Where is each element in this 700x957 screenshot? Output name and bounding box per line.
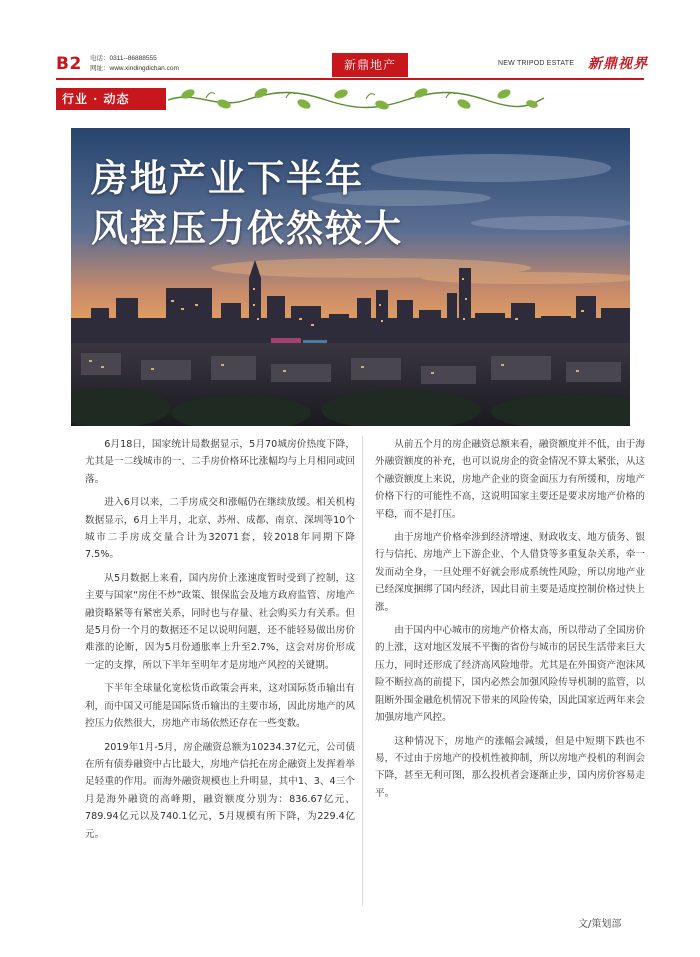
article-headline-line-1: 房地产业下半年 — [91, 157, 364, 200]
publication-logo-text: 新鼎视界 — [588, 56, 648, 72]
paragraph: 这种情况下，房地产的涨幅会减缓，但是中短期下跌也不易，不过由于房地产的投机性被抑制，所以房地产投机的利润会下降，甚至无利可图，那么投机者会逐渐止步，国内房价容易走平。 — [375, 735, 645, 799]
website-line: 网址：www.xindingdichan.com — [90, 65, 179, 72]
article-column-left — [85, 436, 355, 849]
paragraph: 进入6月以来，二手房成交和涨幅仍在继续放缓。相关机构数据显示，6月上半月，北京、苏州、成都、南京、深圳等10个城市二手房成交量合计为32071套，较2018年同期下降7.5%。 — [85, 497, 355, 561]
paragraph: 2019年1月-5月，房企融资总额为10234.37亿元，公司债在所有债券融资中占比最大，房地产信托在房企融资上发挥着举足轻重的作用。而海外融资规模也上升明显，其中1、3、4三个月是海外融资的高峰期，融资额度分别为：836.67亿元、789.94亿元以及740.1亿元，5月规模有所下降，为229.4亿元。 — [85, 741, 355, 840]
paragraph: 从5月数据上来看，国内房价上涨速度暂时受到了控制，这主要与国家“房住不炒”政策、银保监会及地方政府监管、房地产融资略紧等有紧密关系，同时也与存量、社会购买力有关系。但是5月份一个月的数据还不足以说明问题，还不能轻易做出房价难涨的论断，因为5月份通胀率上升至2.7%，这会对房价形成一定的支撑，所以下半年至明年才是房地产风控的关键期。 — [85, 572, 355, 671]
paragraph: 由于国内中心城市的房地产价格太高，所以带动了全国房价的上涨，这对地区发展不平衡的省份与城市的居民生活带来巨大压力，同时还形成了经济高风险地带。尤其是在外围资产泡沫风险不断拉高的前提下，国内必然会加强风险传导机制的监管，以阻断外围金融危机情况下带来的风险传染，因此国家近两年来会加强房地产风控。 — [375, 625, 645, 724]
hero-city-skyline-image — [71, 128, 630, 426]
header-divider — [56, 78, 644, 80]
paragraph: 下半年全球量化宽松货币政策会再来，这对国际货币输出有利，而中国又可能是国际货币输出的主要市场，因此房地产的风控压力依然很大，房地产市场依然还存在一些变数。 — [85, 683, 355, 730]
section-name: 新鼎地产 — [332, 53, 408, 77]
article-column-right — [375, 436, 645, 808]
vine-decoration-icon — [166, 86, 546, 112]
article-headline-line-2: 风控压力依然较大 — [91, 207, 403, 250]
page-number: B2 — [56, 54, 82, 74]
contact-info — [90, 54, 179, 74]
section-banner-label: 行业 · 动态 — [56, 88, 166, 110]
column-divider — [362, 436, 363, 906]
article-credit: 文/策划部 — [578, 919, 622, 930]
paragraph: 从前五个月的房企融资总额来看，融资额度并不低，由于海外融资额度的补充，也可以说房企的资金情况不算太紧张，从这个融资额度上来说，房地产企业的资金面压力有所缓和，房地产价格下行的可能性不高，这说明国家主要还是要求房地产价格的平稳，而不是打压。 — [375, 439, 645, 520]
phone-line: 电话：0311--86888555 — [90, 55, 157, 62]
paragraph: 6月18日，国家统计局数据显示，5月70城房价热度下降，尤其是一二线城市的一、二手房价格环比涨幅均与上月相同或回落。 — [85, 439, 355, 485]
paragraph: 由于房地产价格牵涉到经济增速、财政收支、地方债务、银行与信托、房地产上下游企业、个人借贷等多重复杂关系，牵一发而动全身，一旦处理不好就会形成系统性风险，所以房地产业已经深度捆绑了国内经济，因此目前主要是适度控制价格过快上涨。 — [375, 532, 645, 613]
page-header — [0, 0, 700, 80]
publication-english-name: NEW TRIPOD ESTATE — [498, 60, 575, 67]
